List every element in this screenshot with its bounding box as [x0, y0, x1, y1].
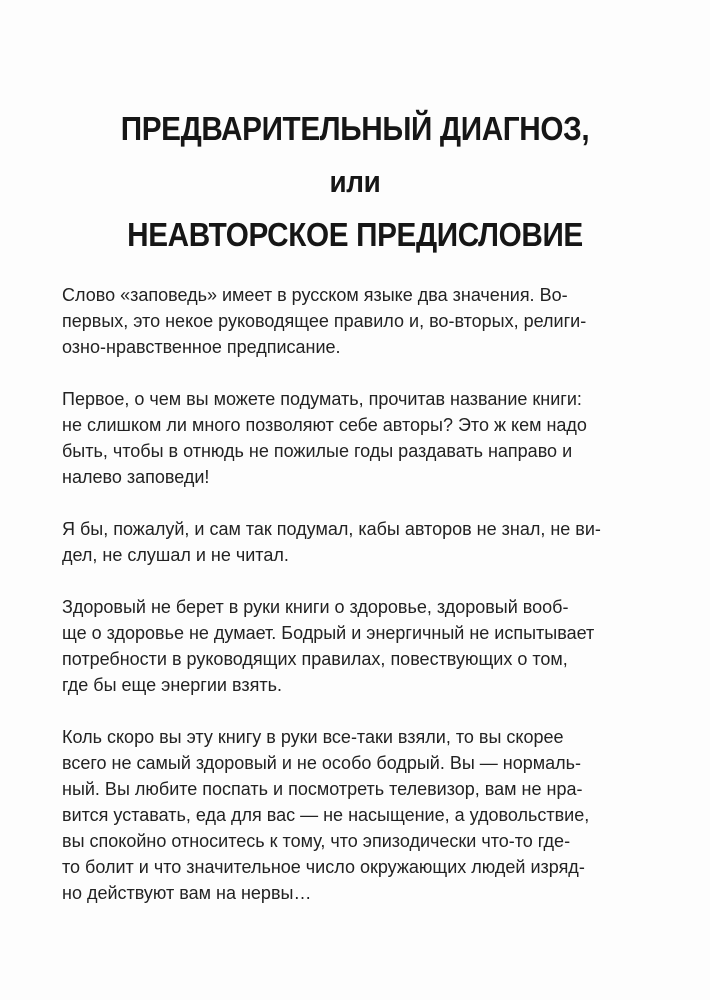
text-line: всего не самый здоровый и не особо бодрый. Вы — нормаль-: [62, 753, 581, 773]
text-line: то болит и что значительное число окружающих людей изряд-: [62, 857, 585, 877]
text-line: Я бы, пожалуй, и сам так подумал, кабы авторов не знал, не ви-: [62, 519, 601, 539]
text-line: не слишком ли много позволяют себе авторы? Это ж кем надо: [62, 415, 587, 435]
chapter-title-line-1: ПРЕДВАРИТЕЛЬНЫЙ ДИАГНОЗ,: [120, 110, 590, 147]
text-line: озно-нравственное предписание.: [62, 337, 341, 357]
text-line: вится уставать, еда для вас — не насыщение, а удовольствие,: [62, 805, 590, 825]
text-line: дел, не слушал и не читал.: [62, 545, 289, 565]
text-line: первых, это некое руководящее правило и, во-вторых, религи-: [62, 311, 587, 331]
text-line: налево заповеди!: [62, 467, 210, 487]
text-line: Коль скоро вы эту книгу в руки все-таки взяли, то вы скорее: [62, 727, 564, 747]
paragraph-3: [62, 516, 601, 568]
text-line: где бы еще энергии взять.: [62, 675, 282, 695]
text-line: Здоровый не берет в руки книги о здоровье, здоровый вооб-: [62, 597, 569, 617]
paragraph-2: [62, 386, 587, 490]
text-line: ный. Вы любите поспать и посмотреть телевизор, вам не нра-: [62, 779, 583, 799]
paragraph-4: [62, 594, 595, 698]
text-line: вы спокойно относитесь к тому, что эпизодически что-то где-: [62, 831, 571, 851]
text-line: но действуют вам на нервы…: [62, 883, 312, 903]
text-line: Первое, о чем вы можете подумать, прочитав название книги:: [62, 389, 582, 409]
chapter-title-line-3: НЕАВТОРСКОЕ ПРЕДИСЛОВИЕ: [127, 216, 583, 253]
text-line: Слово «заповедь» имеет в русском языке два значения. Во-: [62, 285, 568, 305]
chapter-title-line-2: или: [329, 164, 381, 199]
text-line: потребности в руководящих правилах, повествующих о том,: [62, 649, 568, 669]
paragraph-1: [62, 282, 587, 360]
text-line: быть, чтобы в отнюдь не пожилые годы раздавать направо и: [62, 441, 573, 461]
body-text: [62, 282, 601, 932]
text-line: ще о здоровье не думает. Бодрый и энергичный не испытывает: [62, 623, 595, 643]
paragraph-5: [62, 724, 590, 906]
chapter-title: [30, 102, 680, 261]
